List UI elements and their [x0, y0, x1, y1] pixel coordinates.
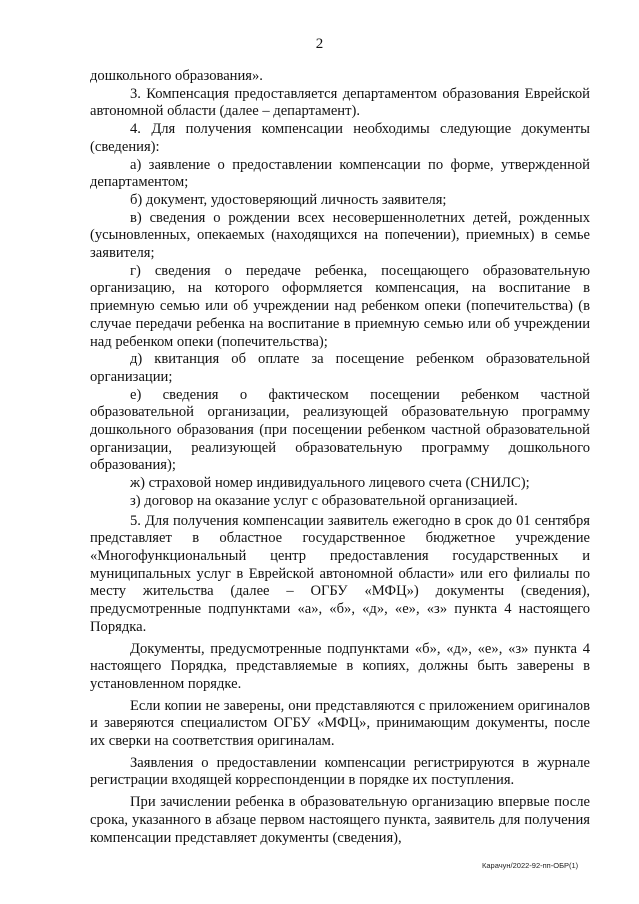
paragraph-item-v: в) сведения о рождении всех несовершеннолетних детей, рожденных (усыновленных, опекаемых (находящихся на попечении), приемных) в семье заявителя; [90, 209, 590, 262]
paragraph-registration: Заявления о предоставлении компенсации регистрируются в журнале регистрации входящей корреспонденции в порядке их поступления. [90, 754, 590, 789]
document-reference-footer: Карачун/2022-92-пп-ОБР(1) [482, 861, 579, 870]
paragraph-clause-4: 4. Для получения компенсации необходимы следующие документы (сведения): [90, 121, 590, 155]
paragraph-item-z: з) договор на оказание услуг с образовательной организацией. [130, 492, 518, 509]
paragraph-first-enrollment: При зачислении ребенка в образовательную организацию впервые после срока, указанного в абзаце первом настоящего пункта, заявитель для получения компенсации представляет документы (сведения), [90, 794, 590, 846]
paragraph-continuation: дошкольного образования». [90, 68, 263, 84]
paragraph-copies-certified: Документы, предусмотренные подпунктами «б», «д», «е», «з» пункта 4 настоящего Порядка, представляемые в копиях, должны быть заверены в установленном порядке. [90, 640, 590, 692]
paragraph-item-d: д) квитанция об оплате за посещение ребенком образовательной организации; [90, 351, 590, 385]
page-number: 2 [315, 36, 324, 52]
document-body [90, 68, 590, 847]
paragraph-item-g: г) сведения о передаче ребенка, посещающего образовательную организацию, на которого оформляется компенсация, на воспитание в приемную семью или об учреждении над ребенком опеки (попечительства) (в случае передачи ребенка на воспитание в приемную семью или об учреждении над ребенком опеки (попечительства); [90, 262, 590, 350]
paragraph-item-zh: ж) страховой номер индивидуального лицевого счета (СНИЛС); [130, 475, 530, 492]
paragraph-item-a: а) заявление о предоставлении компенсации по форме, утвержденной департаментом; [90, 156, 590, 191]
paragraph-item-e: е) сведения о фактическом посещении ребенком частной образовательной организации, реализующей образовательную программу дошкольного образования (при посещении ребенком частной образовательной организации, реализующей образовательную программу дошкольного образования); [90, 386, 590, 474]
paragraph-copies-not-certified: Если копии не заверены, они представляются с приложением оригиналов и заверяются специалистом ОГБУ «МФЦ», принимающим документы, после их сверки на соответствия оригиналам. [90, 697, 590, 750]
paragraph-clause-3: 3. Компенсация предоставляется департаментом образования Еврейской автономной области (далее – департамент). [90, 85, 590, 120]
paragraph-item-b: б) документ, удостоверяющий личность заявителя; [130, 191, 447, 208]
paragraph-clause-5: 5. Для получения компенсации заявитель ежегодно в срок до 01 сентября представляет в областное государственное бюджетное учреждение «Многофункциональный центр предоставления государственных и муниципальных услуг в Еврейской автономной области» или его филиалы по месту жительства (далее – ОГБУ «МФЦ») документы (сведения), предусмотренные подпунктами «а», «б», «д», «е», «з» пункта 4 настоящего Порядка. [90, 512, 590, 635]
